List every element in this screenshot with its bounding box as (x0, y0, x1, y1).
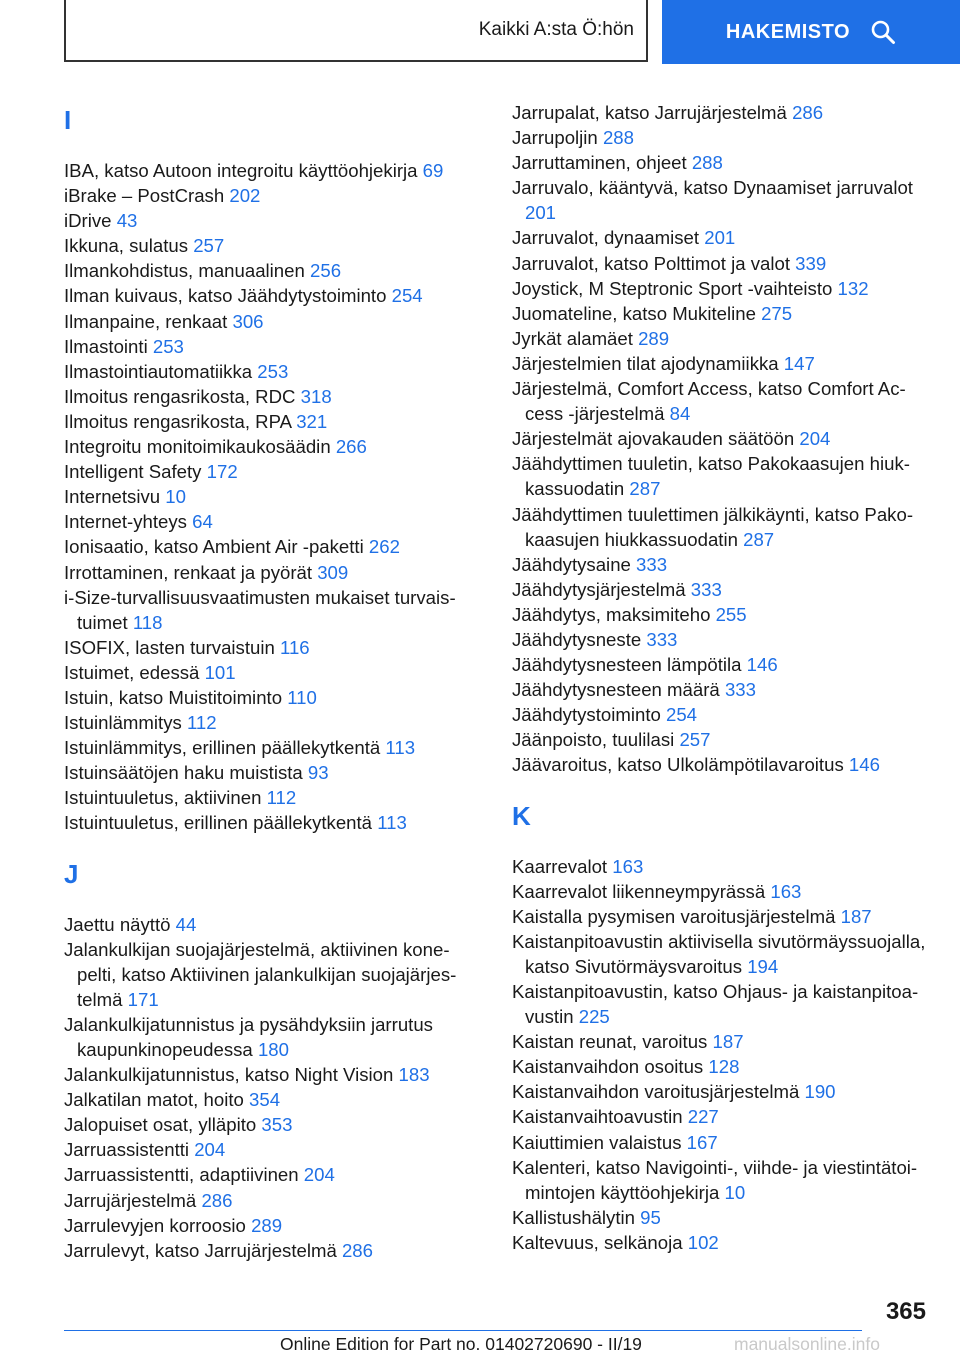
index-entry-text: Integroitu monitoimikaukosäädin (64, 436, 331, 458)
page-number: 365 (885, 1298, 926, 1325)
page-link[interactable]: 64 (192, 511, 213, 533)
page-link[interactable]: 204 (799, 428, 831, 450)
page-link[interactable]: 171 (127, 988, 159, 1010)
index-entry (64, 735, 474, 760)
index-entry (512, 1029, 932, 1054)
index-entry (64, 258, 474, 283)
page-link[interactable]: 286 (201, 1189, 233, 1211)
index-entry (512, 1104, 932, 1129)
index-entry-text: Kaarrevalot (512, 855, 608, 877)
index-entry (512, 1205, 932, 1230)
index-entry-text: Järjestelmät ajovakauden säätöön (512, 428, 795, 450)
index-entry-text: Jarruvalot, dynaamiset (512, 227, 700, 249)
page-link[interactable]: 10 (724, 1181, 746, 1203)
index-entry-text: Istuintuuletus, erillinen päällekytkentä (64, 812, 373, 834)
index-entry (64, 283, 474, 308)
index-entry (512, 376, 932, 426)
page-link[interactable]: 190 (804, 1081, 836, 1103)
page-link[interactable]: 101 (204, 661, 236, 683)
index-entry-text: Kaltevuus, selkänoja (512, 1231, 683, 1253)
index-entry (512, 150, 932, 175)
index-entry-text: Jalopuiset osat, ylläpito (64, 1114, 257, 1136)
index-entry-text: Kalenteri, katso Navigointi-, viihde- ja viestintätoimintojen käyttöohjekirja (512, 1156, 918, 1203)
index-entry-text: Jarruassistentti (64, 1139, 190, 1161)
page-link[interactable]: 202 (229, 185, 261, 207)
index-entry-text: Jäähdytysjärjestelmä (512, 578, 686, 600)
page-link[interactable]: 110 (287, 686, 317, 708)
page-link[interactable]: 262 (368, 536, 400, 558)
index-entry-text: Ilmoitus rengasrikosta, RPA (64, 410, 292, 432)
index-entry (512, 752, 932, 777)
footer-divider (64, 1330, 862, 1331)
index-entry (64, 937, 474, 1012)
index-entry (64, 409, 474, 434)
index-entry (512, 351, 932, 376)
index-entry-text: Järjestelmä, Comfort Access, katso Comfort Access -järjestelmä (512, 378, 906, 425)
index-entry (512, 451, 932, 501)
page-link[interactable]: 333 (690, 578, 722, 600)
index-entry (512, 326, 932, 351)
page-link[interactable]: 254 (666, 704, 698, 726)
index-entry (64, 434, 474, 459)
index-entry (64, 660, 474, 685)
page-link[interactable]: 289 (251, 1214, 283, 1236)
index-column-left (64, 100, 474, 1263)
page-link[interactable]: 333 (646, 628, 678, 650)
page-link[interactable]: 227 (687, 1106, 719, 1128)
index-entry-text: Jalankulkijatunnistus, katso Night Vision (64, 1064, 394, 1086)
page-link[interactable]: 309 (317, 561, 349, 583)
index-entry (512, 301, 932, 326)
page-link[interactable]: 266 (335, 436, 367, 458)
page-link[interactable]: 163 (612, 855, 644, 877)
index-entry-text: IBA, katso Autoon integroitu käyttöohjekirja (64, 160, 418, 181)
index-entry-text: Jarrupalat, katso Jarrujärjestelmä (512, 102, 787, 123)
index-entry (512, 652, 932, 677)
index-entry (512, 904, 932, 929)
index-entry (64, 384, 474, 409)
index-entry (64, 560, 474, 585)
index-entry-text: Kaistalla pysymisen varoitusjärjestelmä (512, 905, 836, 927)
index-entry-text: Jäänpoisto, tuulilasi (512, 729, 675, 751)
index-entry (64, 208, 474, 233)
index-entry-text: Jäähdytysnesteen lämpötila (512, 654, 742, 676)
index-entry-text: Intelligent Safety (64, 461, 202, 483)
index-entry-text: Jalankulkijatunnistus ja pysähdyksiin jarrutus kaupunkinopeudessa (64, 1013, 433, 1060)
index-entry-text: Jarruassistentti, adaptiivinen (64, 1164, 299, 1186)
index-entry-text: Jäähdytys, maksimiteho (512, 603, 711, 625)
page-link[interactable]: 286 (341, 1239, 373, 1261)
page-link[interactable]: 112 (266, 787, 297, 809)
index-entry-text: Ilmankohdistus, manuaalinen (64, 260, 305, 282)
index-entry (512, 175, 932, 225)
page-link[interactable]: 204 (194, 1139, 226, 1161)
index-entry-text: Ilmastointi (64, 335, 148, 357)
page-link[interactable]: 180 (257, 1039, 289, 1060)
page-link[interactable]: 69 (422, 160, 444, 181)
index-entry (512, 1230, 932, 1255)
index-entry (512, 702, 932, 727)
index-entry (512, 677, 932, 702)
index-entry (512, 929, 932, 979)
index-entry (64, 635, 474, 660)
index-entry (64, 459, 474, 484)
page-link[interactable]: 187 (840, 905, 872, 927)
index-entry (512, 251, 932, 276)
page-link[interactable]: 201 (704, 227, 736, 249)
index-entry-text: Jalankulkijan suojajärjestelmä, aktiivinen konepelti, katso Aktiivinen jalankulkijan suojajärjestelmä (64, 938, 457, 1010)
index-entry (512, 552, 932, 577)
page-link[interactable]: 187 (712, 1031, 744, 1053)
index-entry-text: Ilman kuivaus, katso Jäähdytystoiminto (64, 285, 387, 307)
page-link[interactable]: 128 (708, 1056, 740, 1078)
page-link[interactable]: 255 (715, 603, 747, 625)
index-entry-text: Irrottaminen, renkaat ja pyörät (64, 561, 313, 583)
index-entry (512, 225, 932, 250)
index-entry (64, 1188, 474, 1213)
page-link[interactable]: 354 (249, 1089, 281, 1111)
index-entry-text: Istuinlämmitys, erillinen päällekytkentä (64, 737, 381, 759)
index-entry-text: Istuinsäätöjen haku muistista (64, 762, 303, 784)
page-link[interactable]: 146 (746, 654, 778, 676)
index-entry (512, 1155, 932, 1205)
page-link[interactable]: 112 (186, 712, 217, 734)
index-entry-text: Järjestelmien tilat ajodynamiikka (512, 352, 779, 374)
index-entry (64, 710, 474, 735)
index-entry-text: Jäävaroitus, katso Ulkolämpötilavaroitus (512, 754, 844, 776)
index-entry (64, 359, 474, 384)
index-entry (512, 1054, 932, 1079)
page-link[interactable]: 84 (669, 403, 691, 425)
index-entry-text: Jarruvalo, kääntyvä, katso Dynaamiset jarruvalot (512, 177, 913, 199)
index-entry (512, 979, 932, 1029)
page-link[interactable]: 321 (296, 410, 328, 432)
page-link[interactable]: 44 (175, 913, 197, 935)
index-entry (64, 585, 474, 635)
index-entry (512, 727, 932, 752)
index-entry (64, 309, 474, 334)
index-entry-text: Internetsivu (64, 486, 161, 508)
page-link[interactable]: 132 (837, 277, 869, 299)
index-entry-text: Jäähdyttimen tuuletin, katso Pakokaasujen hiukkassuodatin (512, 453, 910, 500)
index-entry (512, 1079, 932, 1104)
index-entry-text: Ilmastointiautomatiikka (64, 360, 253, 382)
page-link[interactable]: 10 (165, 486, 186, 508)
index-entry-text: Jarrupoljin (512, 127, 598, 149)
index-entry (512, 125, 932, 150)
page-link[interactable]: 333 (636, 553, 668, 575)
page-link[interactable]: 289 (638, 327, 670, 349)
index-entry-text: Jarrulevyjen korroosio (64, 1214, 246, 1236)
page-link[interactable]: 167 (686, 1131, 718, 1153)
index-entry (64, 1062, 474, 1087)
section-letter: K (512, 800, 531, 831)
index-entry (64, 534, 474, 559)
index-entry (64, 912, 474, 937)
page-link[interactable]: 204 (303, 1164, 335, 1186)
index-entry-text: Jalkatilan matot, hoito (64, 1089, 244, 1111)
page-link[interactable]: 286 (792, 102, 824, 123)
section-letter: I (64, 105, 72, 135)
page-link[interactable]: 95 (640, 1206, 661, 1228)
index-entry-text: Juomateline, katso Mukiteline (512, 302, 756, 324)
index-entry-text: Kaiuttimien valaistus (512, 1131, 682, 1153)
index-entry-text: Ilmoitus rengasrikosta, RDC (64, 385, 296, 407)
index-entry (64, 183, 474, 208)
index-entry (512, 426, 932, 451)
page-link[interactable]: 253 (257, 360, 289, 382)
tab-a-to-z[interactable] (64, 0, 648, 62)
page-link[interactable]: 118 (132, 611, 163, 633)
index-entry-text: Kaistanvaihdon osoitus (512, 1056, 704, 1078)
page-link[interactable]: 253 (152, 335, 184, 357)
index-entry-text: Jarruttaminen, ohjeet (512, 152, 687, 174)
section-letter: J (64, 858, 79, 889)
index-entry-text: Kaarrevalot liikenneympyrässä (512, 880, 766, 902)
page-link[interactable]: 147 (783, 352, 815, 374)
index-entry (64, 685, 474, 710)
watermark: manualsonline.info (734, 1334, 880, 1354)
index-entry-text: Kaistanpitoavustin aktiivisella sivutörmäyssuojalla, katso Sivutörmäysvaroitus (512, 930, 926, 977)
tab-a-to-z-label: Kaikki A:sta Ö:hön (478, 19, 634, 40)
index-entry-text: iBrake – PostCrash (64, 185, 225, 207)
page-link[interactable]: 306 (232, 310, 264, 332)
index-entry (512, 577, 932, 602)
index-entry-text: Ilmanpaine, renkaat (64, 310, 228, 332)
index-entry (64, 1213, 474, 1238)
index-entry (64, 760, 474, 785)
page-link[interactable]: 93 (307, 762, 329, 784)
index-entry (512, 276, 932, 301)
page-link[interactable]: 225 (578, 1006, 610, 1028)
index-entry-text: Joystick, M Steptronic Sport -vaihteisto (512, 277, 833, 299)
index-entry-text: Ikkuna, sulatus (64, 235, 189, 257)
index-entry-text: Istuintuuletus, aktiivinen (64, 787, 262, 809)
index-entry (512, 100, 932, 125)
page-link[interactable]: 116 (280, 636, 310, 658)
index-entry (512, 627, 932, 652)
page-link[interactable]: 288 (602, 127, 634, 149)
index-column-right (512, 100, 932, 1255)
page-link[interactable]: 163 (770, 880, 802, 902)
index-entry-text: ISOFIX, lasten turvaistuin (64, 636, 275, 658)
index-entry (64, 1137, 474, 1162)
index-entry (64, 810, 474, 835)
index-entry-text: Istuinlämmitys (64, 712, 182, 734)
index-entry (64, 233, 474, 258)
index-entry-text: Kaistan reunat, varoitus (512, 1031, 708, 1053)
index-entry-text: Istuimet, edessä (64, 661, 200, 683)
index-entry-text: Istuin, katso Muistitoiminto (64, 686, 283, 708)
index-entry-text: Jäähdytystoiminto (512, 704, 661, 726)
page-link[interactable]: 287 (743, 528, 775, 550)
search-icon[interactable] (870, 19, 896, 45)
index-entry-text: Jäähdytysaine (512, 553, 631, 575)
page-link[interactable]: 254 (391, 285, 423, 307)
index-entry-text: Ionisaatio, katso Ambient Air -paketti (64, 536, 364, 558)
index-entry (64, 785, 474, 810)
page-link[interactable]: 201 (525, 202, 557, 224)
page-link[interactable]: 287 (629, 478, 661, 500)
index-entry (512, 879, 932, 904)
index-entry-text: Jarruvalot, katso Polttimot ja valot (512, 252, 790, 274)
page-link[interactable]: 146 (848, 754, 880, 776)
page-link[interactable]: 194 (747, 955, 779, 977)
index-entry (64, 1238, 474, 1263)
page-link[interactable]: 333 (724, 679, 756, 701)
index-entry (512, 502, 932, 552)
page-link[interactable]: 183 (398, 1064, 430, 1086)
index-entry-text: Jäähdyttimen tuulettimen jälkikäynti, katso Pakokaasujen hiukkassuodatin (512, 503, 914, 550)
index-entry-text: Kaistanpitoavustin, katso Ohjaus- ja kaistanpitoavustin (512, 981, 919, 1028)
index-entry-text: Internet-yhteys (64, 511, 187, 533)
index-entry (64, 509, 474, 534)
index-entry-text: Jäähdytysnesteen määrä (512, 679, 720, 701)
index-entry (64, 1112, 474, 1137)
index-entry-text: Kaistanvaihdon varoitusjärjestelmä (512, 1081, 800, 1103)
page-link[interactable]: 257 (679, 729, 711, 751)
page-link[interactable]: 339 (795, 252, 827, 274)
tab-index-label: HAKEMISTO (725, 20, 851, 43)
header-bar (0, 0, 960, 66)
edition-note: Online Edition for Part no. 01402720690 - II/19 (280, 1334, 642, 1354)
index-entry (512, 1130, 932, 1155)
index-entry-text: Jyrkät alamäet (512, 327, 633, 349)
page-link[interactable]: 172 (206, 461, 238, 483)
page-link[interactable]: 43 (116, 210, 138, 232)
index-entry-text: Kallistushälytin (512, 1206, 635, 1228)
index-entry (512, 854, 932, 879)
index-entry-text: Kaistanvaihtoavustin (512, 1106, 683, 1128)
page-link[interactable]: 256 (310, 260, 342, 282)
tab-index[interactable] (662, 0, 960, 64)
index-entry-text: Jarrujärjestelmä (64, 1189, 197, 1211)
page-link[interactable]: 257 (193, 235, 225, 257)
index-entry-text: i-Size-turvallisuusvaatimusten mukaiset turvaistuimet (64, 586, 456, 633)
index-entry-text: Jäähdytysneste (512, 628, 642, 650)
page-link[interactable]: 275 (761, 302, 793, 324)
index-entry-text: Jaettu näyttö (64, 913, 171, 935)
index-entry (64, 158, 474, 183)
index-entry (64, 334, 474, 359)
page-link[interactable]: 288 (691, 152, 723, 174)
page-link[interactable]: 102 (687, 1231, 719, 1253)
index-entry (64, 1162, 474, 1187)
page-link[interactable]: 113 (385, 737, 416, 759)
index-entry-text: iDrive (64, 210, 112, 232)
index-entry (64, 1012, 474, 1062)
page-link[interactable]: 318 (300, 385, 332, 407)
index-entry (64, 484, 474, 509)
index-entry (64, 1087, 474, 1112)
index-entry-text: Jarrulevyt, katso Jarrujärjestelmä (64, 1239, 337, 1261)
page-link[interactable]: 113 (377, 812, 407, 834)
page-link[interactable]: 353 (261, 1114, 293, 1136)
index-entry (512, 602, 932, 627)
